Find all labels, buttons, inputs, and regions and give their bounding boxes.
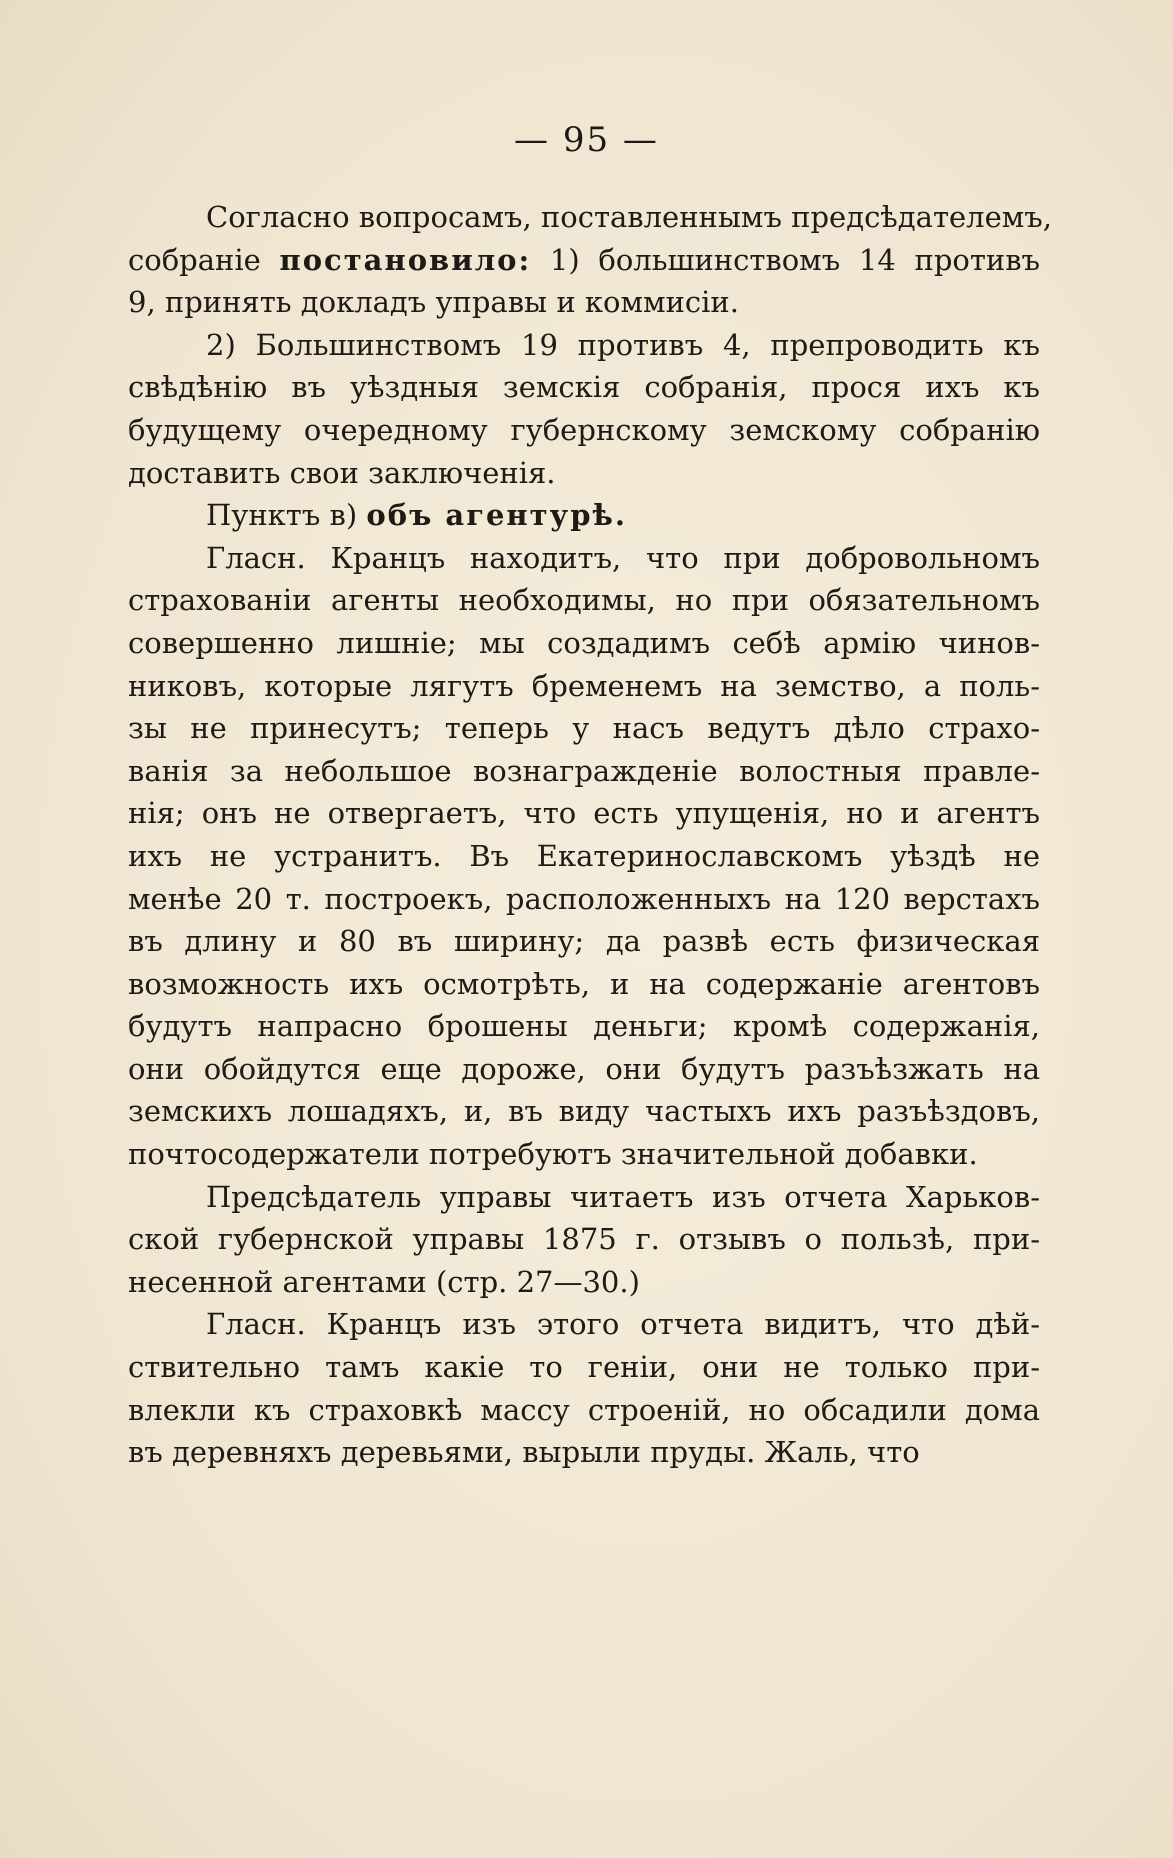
text-line xyxy=(128,1389,1040,1432)
text-run: страхованіи агенты необходимы, но при обязательномъ xyxy=(128,583,1040,618)
text-run: нія; онъ не отвергаетъ, что есть упущенія, но и агентъ xyxy=(128,796,1040,831)
text-run: почтосодержатели потребуютъ значительной добавки. xyxy=(128,1137,978,1172)
text-run: они обойдутся еще дороже, они будутъ разъѣзжать на xyxy=(128,1051,1040,1086)
text-run: 2) Большинствомъ 19 противъ 4, препроводить къ xyxy=(206,327,1040,362)
text-line xyxy=(128,366,1040,409)
text-run: собраніе xyxy=(128,242,280,277)
text-line xyxy=(128,324,1040,367)
text-run: Предсѣдатель управы читаетъ изъ отчета Харьков- xyxy=(206,1179,1040,1214)
paragraph xyxy=(128,196,1052,324)
text-run: зы не принесутъ; теперь у насъ ведутъ дѣло страхо- xyxy=(128,711,1040,746)
text-line xyxy=(128,1133,1040,1176)
text-run: 1) большинствомъ 14 противъ xyxy=(531,242,1040,277)
text-run: совершенно лишніе; мы создадимъ себѣ армію чинов- xyxy=(128,625,1040,660)
text-run: доставить свои заключенія. xyxy=(128,455,556,490)
text-run: Гласн. Кранцъ изъ этого отчета видитъ, что дѣй- xyxy=(206,1307,1040,1342)
text-line xyxy=(128,196,1052,239)
text-run: свѣдѣнію въ уѣздныя земскія собранія, прося ихъ къ xyxy=(128,370,1040,405)
text-line xyxy=(128,409,1040,452)
paragraph xyxy=(128,1303,1040,1473)
text-run: несенной агентами (стр. 27—30.) xyxy=(128,1264,640,1299)
text-run: будущему очередному губернскому земскому собранію xyxy=(128,412,1040,447)
text-line xyxy=(128,878,1040,921)
paragraph xyxy=(128,324,1040,494)
text-line xyxy=(128,707,1040,750)
paragraph xyxy=(128,537,1040,1176)
text-line xyxy=(128,665,1040,708)
text-line xyxy=(128,1303,1040,1346)
text-line xyxy=(128,1218,1040,1261)
text-run: Пунктъ в) xyxy=(206,498,367,533)
text-line xyxy=(128,792,1040,835)
text-line xyxy=(128,1176,1040,1219)
paragraph xyxy=(128,1176,1040,1304)
text-run: никовъ, которые лягутъ бременемъ на земство, а поль- xyxy=(128,668,1040,703)
text-line xyxy=(128,920,1040,963)
text-line xyxy=(128,1090,1040,1133)
text-line xyxy=(128,750,1040,793)
text-run: возможность ихъ осмотрѣть, и на содержаніе агентовъ xyxy=(128,966,1040,1001)
text-line xyxy=(128,1431,1040,1474)
text-line xyxy=(128,1261,1040,1304)
text-line xyxy=(128,835,1040,878)
text-run: ванія за небольшое вознагражденіе волостныя правле- xyxy=(128,753,1040,788)
text-line xyxy=(128,281,1040,324)
text-line xyxy=(128,494,1040,537)
emphasized-text: постановило: xyxy=(279,242,532,277)
text-line xyxy=(128,537,1040,580)
text-line xyxy=(128,1048,1040,1091)
text-run: будутъ напрасно брошены деньги; кромѣ содержанія, xyxy=(128,1009,1040,1044)
text-line xyxy=(128,963,1040,1006)
text-line xyxy=(128,239,1040,282)
text-run: земскихъ лошадяхъ, и, въ виду частыхъ ихъ разъѣздовъ, xyxy=(128,1094,1040,1129)
text-line xyxy=(128,452,1040,495)
text-run: влекли къ страховкѣ массу строеній, но обсадили дома xyxy=(128,1392,1040,1427)
text-run: въ длину и 80 въ ширину; да развѣ есть физическая xyxy=(128,924,1040,959)
text-run: въ деревняхъ деревьями, вырыли пруды. Жаль, что xyxy=(128,1435,920,1470)
text-run: ствительно тамъ какіе то геніи, они не только при- xyxy=(128,1350,1040,1385)
text-line xyxy=(128,622,1040,665)
text-run: ской губернской управы 1875 г. отзывъ о пользѣ, при- xyxy=(128,1222,1040,1257)
text-line xyxy=(128,1346,1040,1389)
page-number: — 95 — xyxy=(514,120,659,160)
page-text xyxy=(128,196,1052,1474)
text-run: менѣе 20 т. построекъ, расположенныхъ на 120 верстахъ xyxy=(128,881,1040,916)
paragraph xyxy=(128,494,1040,537)
text-line xyxy=(128,1005,1040,1048)
emphasized-text: объ агентурѣ. xyxy=(366,498,627,533)
text-run: ихъ не устранитъ. Въ Екатеринославскомъ уѣздѣ не xyxy=(128,838,1040,873)
text-run: Согласно вопросамъ, поставленнымъ предсѣдателемъ, xyxy=(206,200,1052,234)
text-run: 9, принять докладъ управы и коммисіи. xyxy=(128,285,739,320)
text-run: Гласн. Кранцъ находитъ, что при добровольномъ xyxy=(206,540,1040,575)
text-line xyxy=(128,579,1040,622)
